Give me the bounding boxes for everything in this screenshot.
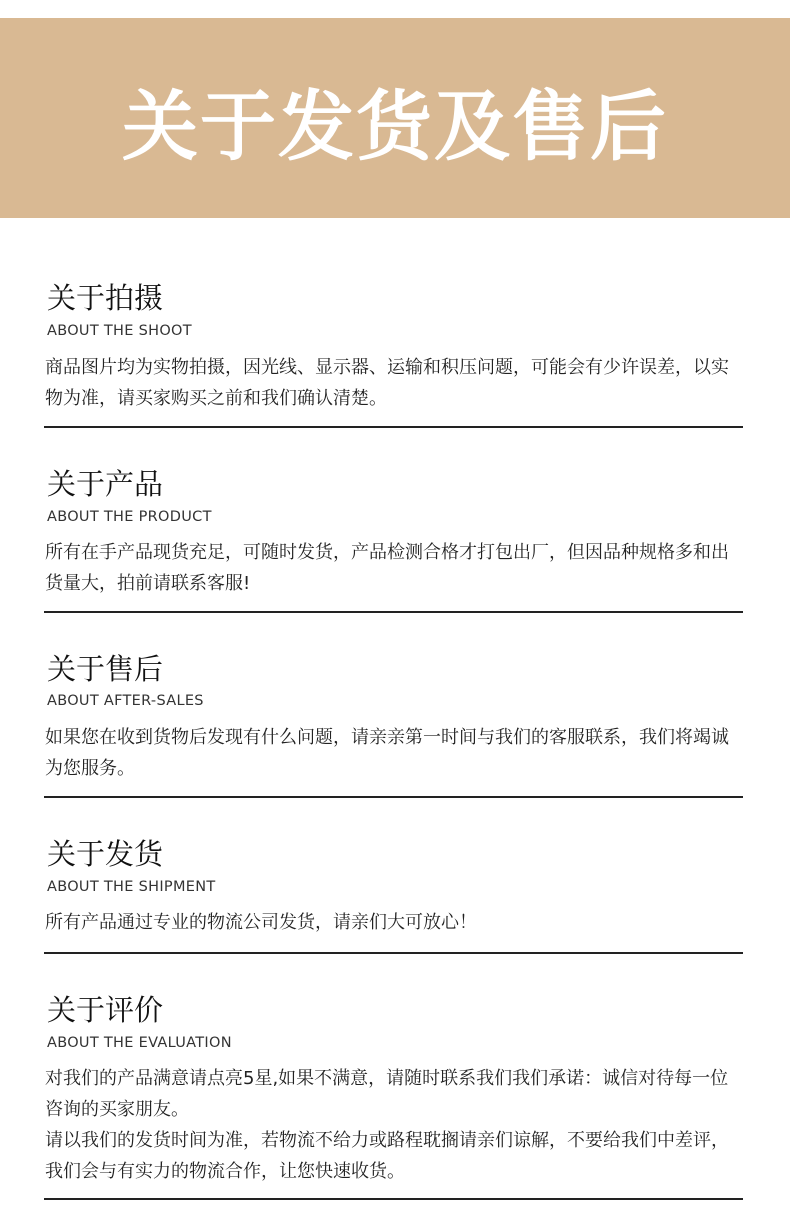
section-title: 关于售后	[47, 652, 164, 686]
section-paragraph: 所有在手产品现货充足，可随时发货，产品检测合格才打包出厂，但因品种规格多和出货量大，拍前请联系客服!	[45, 542, 729, 594]
section-title: 关于拍摄	[47, 281, 164, 315]
section-divider	[44, 1198, 743, 1200]
section-title: 关于评价	[47, 993, 164, 1027]
page-title: 关于发货及售后	[122, 81, 668, 171]
section-divider	[44, 796, 743, 798]
section-subtitle: ABOUT THE PRODUCT	[47, 509, 212, 525]
section-paragraph: 所有产品通过专业的物流公司发货，请亲们大可放心！	[45, 912, 477, 933]
section-body	[45, 352, 743, 414]
header-banner	[0, 18, 790, 218]
section-subtitle: ABOUT THE SHIPMENT	[47, 879, 216, 895]
section-body	[45, 907, 743, 938]
section-divider	[44, 952, 743, 954]
section-paragraph: 如果您在收到货物后发现有什么问题，请亲亲第一时间与我们的客服联系，我们将竭诚为您服务。	[45, 727, 729, 779]
section-divider	[44, 426, 743, 428]
section-title: 关于发货	[47, 837, 164, 871]
section-subtitle: ABOUT AFTER-SALES	[47, 693, 204, 709]
section-body	[45, 722, 743, 784]
section-paragraph: 商品图片均为实物拍摄，因光线、显示器、运输和积压问题，可能会有少许误差，以实物为准，请买家购买之前和我们确认清楚。	[45, 357, 729, 409]
section-body	[45, 537, 743, 599]
section-subtitle: ABOUT THE EVALUATION	[47, 1035, 232, 1051]
section-paragraph: 对我们的产品满意请点亮5星,如果不满意，请随时联系我们我们承诺：诚信对待每一位咨询的买家朋友。	[45, 1068, 729, 1120]
section-subtitle: ABOUT THE SHOOT	[47, 323, 192, 339]
section-body	[45, 1063, 743, 1187]
section-title: 关于产品	[47, 467, 164, 501]
section-divider	[44, 611, 743, 613]
section-paragraph: 请以我们的发货时间为准，若物流不给力或路程耽搁请亲们谅解，不要给我们中差评，我们会与有实力的物流合作，让您快速收货。	[45, 1130, 729, 1182]
